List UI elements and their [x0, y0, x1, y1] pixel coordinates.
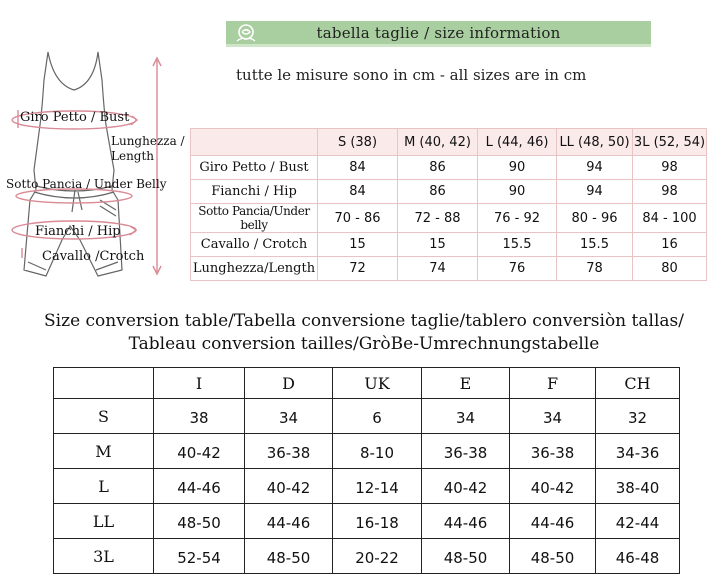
header-cell: CH [596, 368, 680, 399]
table-cell: 84 - 100 [633, 204, 707, 233]
table-cell: 15.5 [557, 233, 633, 257]
header-cell: D [245, 368, 333, 399]
row-label: 3L [54, 539, 154, 574]
table-row [54, 504, 680, 539]
table-cell: 48-50 [510, 539, 596, 574]
table-cell: 44-46 [510, 504, 596, 539]
table-cell: 44-46 [154, 469, 245, 504]
row-label: Lunghezza/Length [191, 257, 318, 281]
row-label: Cavallo / Crotch [191, 233, 318, 257]
table-cell: 44-46 [245, 504, 333, 539]
table-cell: 40-42 [422, 469, 510, 504]
table-row [191, 257, 707, 281]
row-label: LL [54, 504, 154, 539]
header-cell: L (44, 46) [478, 129, 557, 156]
table-cell: 36-38 [245, 434, 333, 469]
table-row [191, 156, 707, 180]
table-cell: 40-42 [245, 469, 333, 504]
table-cell: 98 [633, 156, 707, 180]
row-label: L [54, 469, 154, 504]
table-cell: 8-10 [333, 434, 422, 469]
table-row [191, 180, 707, 204]
table-cell: 80 [633, 257, 707, 281]
table-row [191, 233, 707, 257]
header-cell: 3L (52, 54) [633, 129, 707, 156]
table-cell: 86 [398, 180, 478, 204]
table-cell: 40-42 [510, 469, 596, 504]
table-cell: 44-46 [422, 504, 510, 539]
table-cell: 34 [422, 399, 510, 434]
header-cell: S (38) [318, 129, 398, 156]
row-label: Sotto Pancia/Under belly [191, 204, 318, 233]
table-cell: 74 [398, 257, 478, 281]
size-info-banner [226, 21, 651, 47]
table-header-row [191, 129, 707, 156]
table-cell: 15 [398, 233, 478, 257]
table-cell: 46-48 [596, 539, 680, 574]
table-cell: 76 [478, 257, 557, 281]
banner-title: tabella taglie / size information [316, 24, 561, 42]
table-cell: 76 - 92 [478, 204, 557, 233]
table-cell: 20-22 [333, 539, 422, 574]
table-row [54, 434, 680, 469]
conversion-title-line2: Tableau conversion tailles/GròBe-Umrechnungstabelle [128, 334, 600, 354]
table-cell: 6 [333, 399, 422, 434]
table-row [54, 539, 680, 574]
row-label: S [54, 399, 154, 434]
table-cell: 72 [318, 257, 398, 281]
table-cell: 15 [318, 233, 398, 257]
table-cell: 36-38 [422, 434, 510, 469]
header-cell: I [154, 368, 245, 399]
table-cell: 15.5 [478, 233, 557, 257]
table-cell: 84 [318, 156, 398, 180]
table-cell: 12-14 [333, 469, 422, 504]
header-cell: LL (48, 50) [557, 129, 633, 156]
crotch-label: Cavallo /Crotch [42, 249, 145, 264]
header-cell: E [422, 368, 510, 399]
table-cell: 16-18 [333, 504, 422, 539]
length-label-line2: Length [111, 149, 155, 163]
table-cell: 48-50 [422, 539, 510, 574]
table-cell: 90 [478, 156, 557, 180]
table-row [191, 204, 707, 233]
header-cell: M (40, 42) [398, 129, 478, 156]
table-cell: 48-50 [154, 504, 245, 539]
romper-illustration [24, 52, 122, 276]
header-cell [54, 368, 154, 399]
row-label: Giro Petto / Bust [191, 156, 318, 180]
size-conversion-table [53, 367, 680, 574]
header-cell [191, 129, 318, 156]
conversion-header-row [54, 368, 680, 399]
bust-label: Giro Petto / Bust [20, 110, 130, 125]
header-cell: UK [333, 368, 422, 399]
table-cell: 80 - 96 [557, 204, 633, 233]
conversion-title-line1: Size conversion table/Tabella conversione taglie/tablero conversiòn tallas/ [44, 311, 684, 331]
row-label: M [54, 434, 154, 469]
table-row [54, 469, 680, 504]
table-cell: 94 [557, 156, 633, 180]
table-cell: 70 - 86 [318, 204, 398, 233]
table-cell: 36-38 [510, 434, 596, 469]
table-cell: 34-36 [596, 434, 680, 469]
table-cell: 38 [154, 399, 245, 434]
table-cell: 40-42 [154, 434, 245, 469]
table-cell: 16 [633, 233, 707, 257]
units-note: tutte le misure sono in cm - all sizes are in cm [236, 66, 587, 84]
table-cell: 72 - 88 [398, 204, 478, 233]
row-label: Fianchi / Hip [191, 180, 318, 204]
header-cell: F [510, 368, 596, 399]
table-row [54, 399, 680, 434]
table-cell: 42-44 [596, 504, 680, 539]
table-cell: 90 [478, 180, 557, 204]
table-cell: 52-54 [154, 539, 245, 574]
table-cell: 86 [398, 156, 478, 180]
table-cell: 34 [510, 399, 596, 434]
table-cell: 94 [557, 180, 633, 204]
table-cell: 84 [318, 180, 398, 204]
table-cell: 34 [245, 399, 333, 434]
length-label-line1: Lunghezza / [111, 134, 185, 148]
hip-label: Fianchi / Hip [35, 224, 121, 239]
table-cell: 98 [633, 180, 707, 204]
table-cell: 32 [596, 399, 680, 434]
under-belly-label: Sotto Pancia / Under Belly [6, 177, 167, 191]
table-cell: 48-50 [245, 539, 333, 574]
size-measurement-table [190, 128, 707, 281]
table-cell: 78 [557, 257, 633, 281]
table-cell: 38-40 [596, 469, 680, 504]
